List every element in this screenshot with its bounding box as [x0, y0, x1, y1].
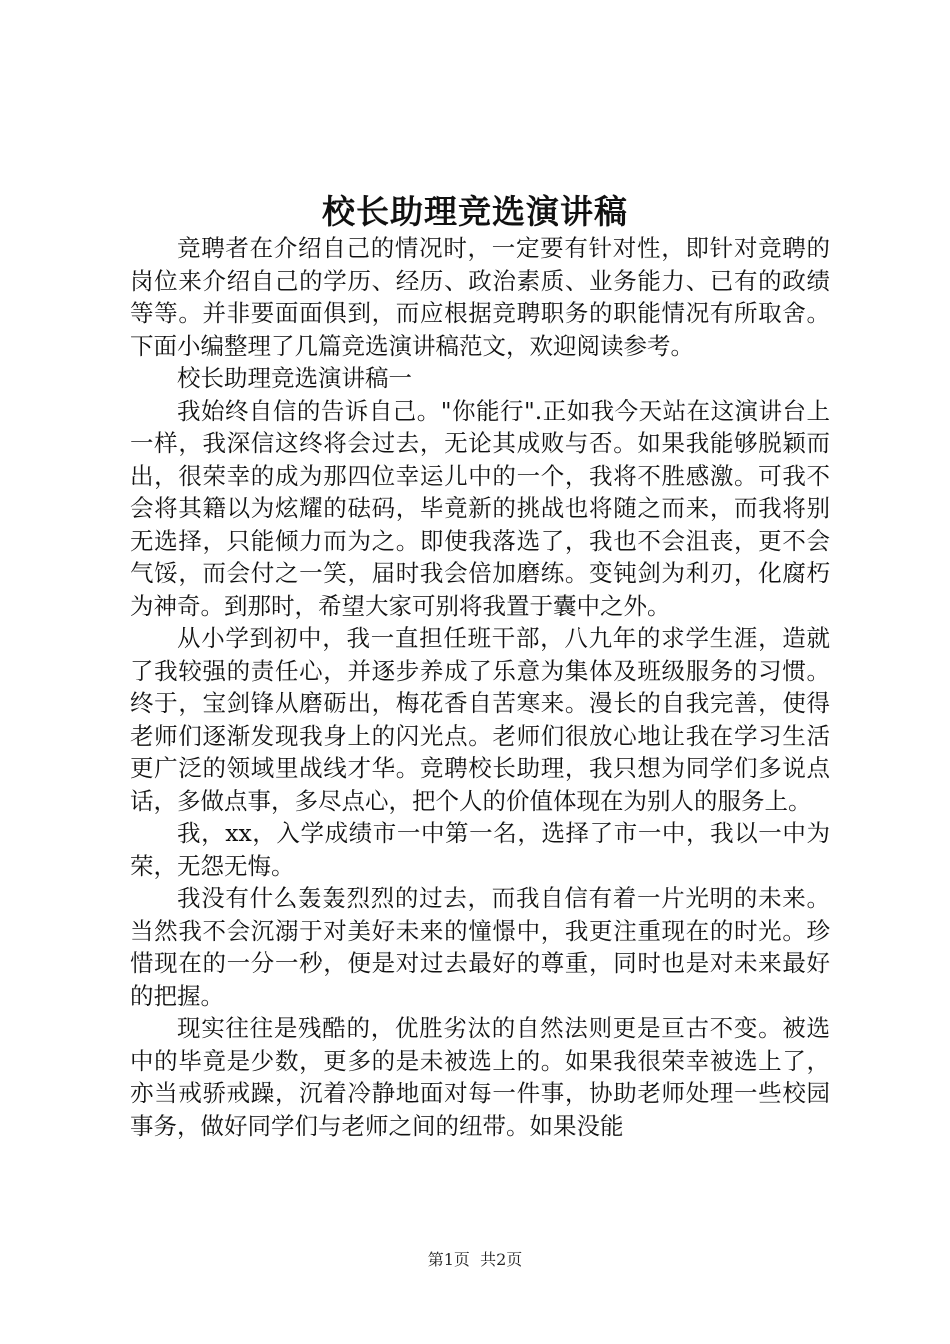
document-body	[130, 232, 830, 1142]
paragraph-3: 我，xx，入学成绩市一中第一名，选择了市一中，我以一中为荣，无怨无悔。	[130, 819, 830, 880]
page-number: 第1页	[427, 1250, 470, 1269]
paragraph-section-heading: 校长助理竞选演讲稿一	[177, 364, 412, 392]
document-title: 校长助理竞选演讲稿	[322, 192, 628, 231]
paragraph-4: 我没有什么轰轰烈烈的过去，而我自信有着一片光明的未来。当然我不会沉溺于对美好未来的憧憬中，我更注重现在的时光。珍惜现在的一分一秒，便是对过去最好的尊重，同时也是对未来最好的把握。	[130, 884, 830, 1010]
footer-gap	[470, 1250, 480, 1269]
page-total: 共2页	[480, 1250, 523, 1269]
page-footer	[0, 1247, 950, 1270]
paragraph-5: 现实往往是残酷的，优胜劣汰的自然法则更是亘古不变。被选中的毕竟是少数，更多的是未被选上的。如果我很荣幸被选上了，亦当戒骄戒躁，沉着冷静地面对每一件事，协助老师处理一些校园事务，做好同学们与老师之间的纽带。如果没能	[130, 1014, 830, 1140]
paragraph-1: 我始终自信的告诉自己。"你能行".正如我今天站在这演讲台上一样，我深信这终将会过去，无论其成败与否。如果我能够脱颖而出，很荣幸的成为那四位幸运儿中的一个，我将不胜感激。可我不会将其籍以为炫耀的砝码，毕竟新的挑战也将随之而来，而我将别无选择，只能倾力而为之。即使我落选了，我也不会沮丧，更不会气馁，而会付之一笑，届时我会倍加磨练。变钝剑为利刃，化腐朽为神奇。到那时，希望大家可别将我置于囊中之外。	[130, 396, 830, 620]
paragraph-2: 从小学到初中，我一直担任班干部，八九年的求学生涯，造就了我较强的责任心，并逐步养成了乐意为集体及班级服务的习惯。终于，宝剑锋从磨砺出，梅花香自苦寒来。漫长的自我完善，使得老师们逐渐发现我身上的闪光点。老师们很放心地让我在学习生活更广泛的领域里战线才华。竞聘校长助理，我只想为同学们多说点话，多做点事，多尽点心，把个人的价值体现在为别人的服务上。	[130, 624, 830, 815]
paragraph-intro: 竞聘者在介绍自己的情况时，一定要有针对性，即针对竞聘的岗位来介绍自己的学历、经历、政治素质、业务能力、已有的政绩等等。并非要面面俱到，而应根据竞聘职务的职能情况有所取舍。下面小编整理了几篇竞选演讲稿范文，欢迎阅读参考。	[130, 234, 830, 360]
